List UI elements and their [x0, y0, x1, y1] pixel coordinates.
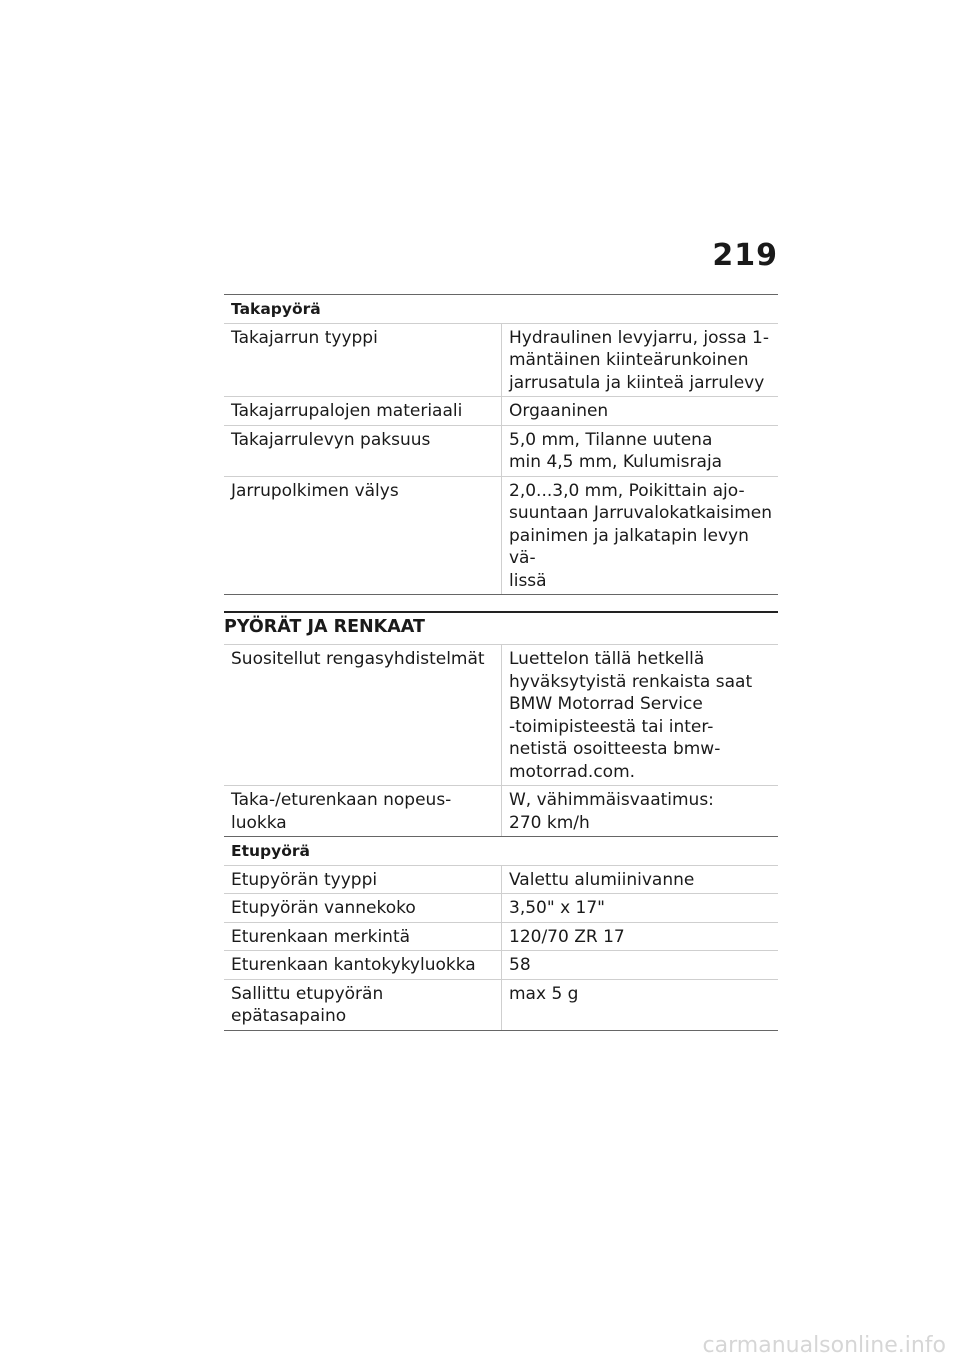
table-heading-row	[224, 295, 778, 324]
table-row	[224, 951, 778, 980]
spec-label: Taka-/eturenkaan nopeus- luokka	[224, 786, 502, 837]
spec-label: Eturenkaan kantokykyluokka	[224, 951, 502, 980]
spec-label: Etupyörän tyyppi	[224, 865, 502, 894]
section-title: PYÖRÄT JA RENKAAT	[224, 611, 778, 645]
spec-label: Takajarrupalojen materiaali	[224, 397, 502, 426]
spec-label: Suositellut rengasyhdistelmät	[224, 645, 502, 786]
spec-content	[224, 294, 778, 1031]
spec-value: 2,0...3,0 mm, Poikittain ajo- suuntaan Jarruvalokatkaisimen painimen ja jalkatapin levyn vä- lissä	[502, 476, 779, 595]
wheels-tyres-table	[224, 645, 778, 1031]
spec-value: Hydraulinen levyjarru, jossa 1- mäntäinen kiinteärunkoinen jarrusatula ja kiinteä jarrulevy	[502, 323, 779, 397]
table-row	[224, 397, 778, 426]
spec-value: Luettelon tällä hetkellä hyväksytyistä renkaista saat BMW Motorrad Service -toimipisteestä tai inter- netistä osoitteesta bmw- motorrad.com.	[502, 645, 779, 786]
table-row	[224, 922, 778, 951]
spec-value: 58	[502, 951, 779, 980]
spec-value: W, vähimmäisvaatimus: 270 km/h	[502, 786, 779, 837]
table-heading-row	[224, 837, 778, 866]
spec-label: Etupyörän vannekoko	[224, 894, 502, 923]
spec-label: Eturenkaan merkintä	[224, 922, 502, 951]
spec-value: 120/70 ZR 17	[502, 922, 779, 951]
watermark: carmanualsonline.info	[702, 1333, 946, 1358]
rear-wheel-table	[224, 294, 778, 595]
table-row	[224, 645, 778, 786]
spec-label: Sallittu etupyörän epätasapaino	[224, 979, 502, 1030]
spec-value: max 5 g	[502, 979, 779, 1030]
spec-value: Orgaaninen	[502, 397, 779, 426]
table-row	[224, 786, 778, 837]
spec-label: Takajarrun tyyppi	[224, 323, 502, 397]
table-row	[224, 323, 778, 397]
spec-label: Jarrupolkimen välys	[224, 476, 502, 595]
rear-wheel-heading: Takapyörä	[224, 295, 778, 324]
page-number: 219	[712, 238, 778, 273]
spec-value: 5,0 mm, Tilanne uutena min 4,5 mm, Kulumisraja	[502, 425, 779, 476]
table-row	[224, 476, 778, 595]
table-row	[224, 979, 778, 1030]
spec-label: Takajarrulevyn paksuus	[224, 425, 502, 476]
spec-value: 3,50" x 17"	[502, 894, 779, 923]
table-row	[224, 894, 778, 923]
table-row	[224, 865, 778, 894]
spec-value: Valettu alumiinivanne	[502, 865, 779, 894]
front-wheel-heading: Etupyörä	[224, 837, 778, 866]
table-row	[224, 425, 778, 476]
